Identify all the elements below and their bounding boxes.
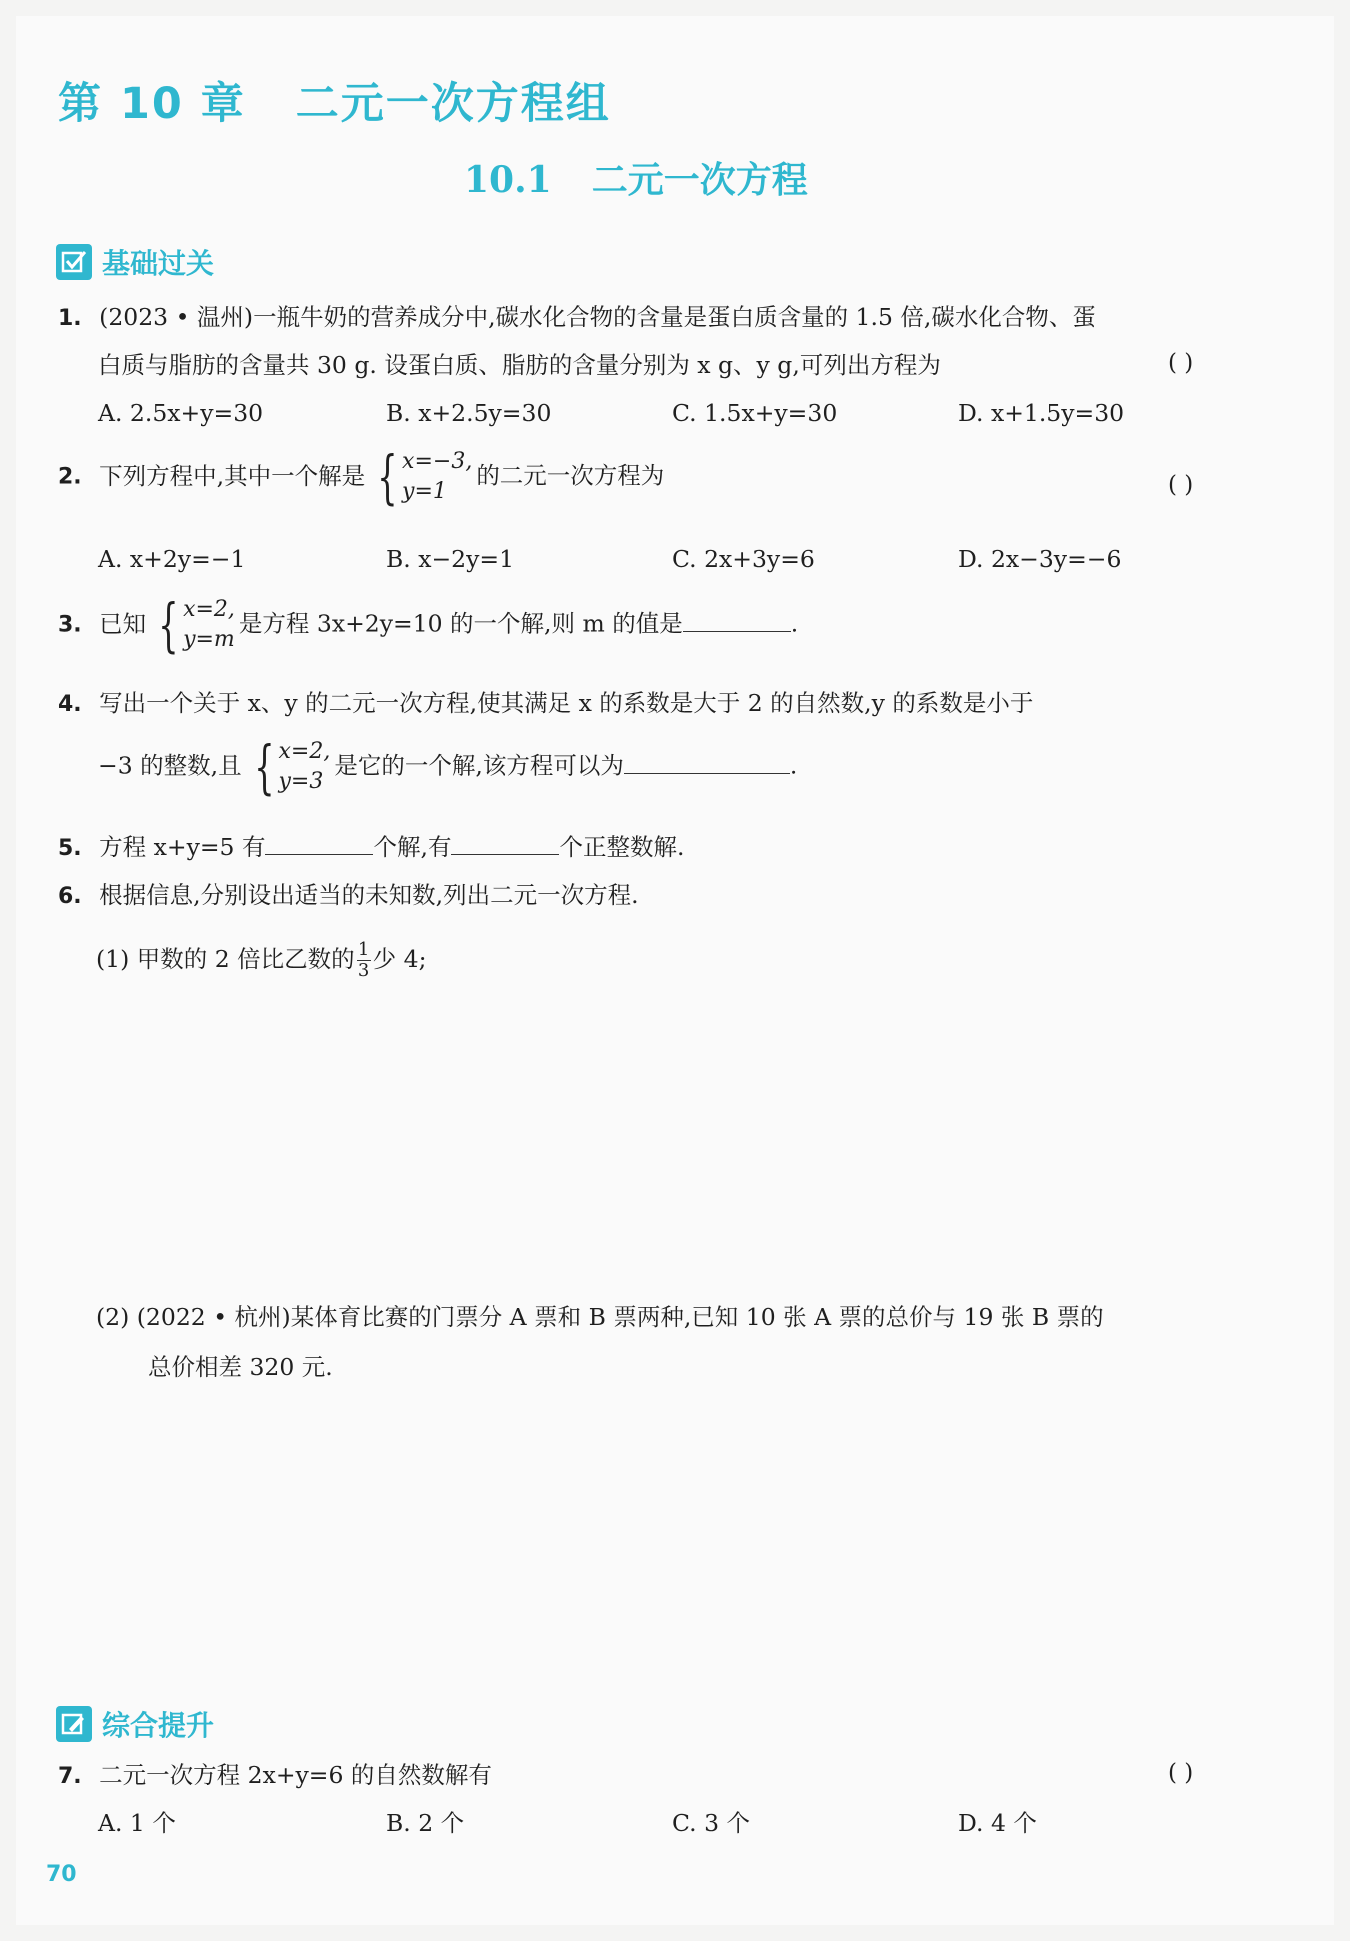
question-number: 1. xyxy=(58,306,82,331)
part-advanced-header xyxy=(56,1704,214,1744)
answer-paren: ( ) xyxy=(1168,350,1194,376)
answer-blank xyxy=(265,832,373,855)
equation-system: { x=−3, y=1 xyxy=(377,443,473,511)
chapter-heading xyxy=(58,70,611,131)
question-3: 3. 已知 { x=2, y=m 是方程 3x+2y=10 的一个解,则 m 的值是 . xyxy=(58,591,799,659)
question-text: 二元一次方程 2x+y=6 的自然数解有 xyxy=(99,1761,492,1789)
question-text: 下列方程中,其中一个解是 xyxy=(99,461,366,490)
question-1-line-1 xyxy=(58,302,1096,334)
equation-system: { x=2, y=3 xyxy=(253,733,331,801)
question-number: 4. xyxy=(58,692,82,717)
option-b: B. 2 个 xyxy=(386,1809,465,1837)
section-number: 10.1 xyxy=(464,159,552,201)
answer-blank xyxy=(624,751,790,774)
fraction: $\frac{1}{3}$ xyxy=(357,939,370,981)
equation-system: { x=2, y=m xyxy=(158,591,235,659)
question-text: 是它的一个解,该方程可以为 xyxy=(334,751,624,780)
option-b: B. x+2.5y=30 xyxy=(386,399,552,427)
chapter-label: 第 10 章 xyxy=(58,79,246,129)
option-c: C. 2x+3y=6 xyxy=(672,545,815,573)
option-a: A. 2.5x+y=30 xyxy=(98,399,264,427)
question-text: 是方程 3x+2y=10 的一个解,则 m 的值是 xyxy=(238,609,683,638)
question-6-part-2-line-2: 总价相差 320 元. xyxy=(148,1353,333,1381)
part-basic-header xyxy=(56,242,214,282)
answer-blank xyxy=(451,832,559,855)
question-1-line-2: 白质与脂肪的含量共 30 g. 设蛋白质、脂肪的含量分别为 x g、y g,可列出方程为 xyxy=(98,351,941,379)
question-6 xyxy=(58,880,639,912)
option-d: D. 4 个 xyxy=(958,1809,1037,1837)
option-c: C. 1.5x+y=30 xyxy=(672,399,838,427)
option-d: D. x+1.5y=30 xyxy=(958,399,1125,427)
option-a: A. 1 个 xyxy=(98,1809,176,1837)
answer-blank xyxy=(683,609,791,632)
question-number: 5. xyxy=(58,836,82,861)
pencil-icon xyxy=(56,1706,92,1742)
question-2 xyxy=(58,443,665,511)
option-c: C. 3 个 xyxy=(672,1809,751,1837)
answer-paren: ( ) xyxy=(1168,1760,1194,1786)
question-4-line-1 xyxy=(58,688,1033,720)
question-number: 6. xyxy=(58,884,82,909)
question-text: 的二元一次方程为 xyxy=(476,461,665,490)
question-4-line-2: −3 的整数,且 { x=2, y=3 是它的一个解,该方程可以为 . xyxy=(98,733,798,801)
question-6-part-1: (1) 甲数的 2 倍比乙数的 $\frac{1}{3}$ 少 4; xyxy=(96,939,427,981)
part-advanced-label: 综合提升 xyxy=(102,1709,215,1742)
chapter-title: 二元一次方程组 xyxy=(295,79,611,129)
question-number: 7. xyxy=(58,1764,82,1789)
answer-paren: ( ) xyxy=(1168,472,1194,498)
checkbox-icon xyxy=(56,244,92,280)
option-a: A. x+2y=−1 xyxy=(98,545,246,573)
part-basic-label: 基础过关 xyxy=(102,247,215,280)
question-6-part-2-line-1: (2) (2022 • 杭州)某体育比赛的门票分 A 票和 B 票两种,已知 10 张 A 票的总价与 19 张 B 票的 xyxy=(96,1303,1104,1331)
question-text: 写出一个关于 x、y 的二元一次方程,使其满足 x 的系数是大于 2 的自然数,y 的系数是小于 xyxy=(99,689,1034,717)
page-number: 70 xyxy=(46,1862,77,1887)
section-heading xyxy=(464,152,808,203)
question-5: 5. 方程 x+y=5 有 个解,有 个正整数解. xyxy=(58,833,685,861)
question-text: −3 的整数,且 xyxy=(98,751,242,780)
question-text: 已知 xyxy=(99,609,147,638)
question-number: 2. xyxy=(58,464,82,490)
question-text: (2023 • 温州)一瓶牛奶的营养成分中,碳水化合物的含量是蛋白质含量的 1.5 倍,碳水化合物、蛋 xyxy=(99,303,1096,331)
section-title: 二元一次方程 xyxy=(591,159,808,201)
option-d: D. 2x−3y=−6 xyxy=(958,545,1122,573)
question-7 xyxy=(58,1760,492,1792)
question-text: 根据信息,分别设出适当的未知数,列出二元一次方程. xyxy=(99,881,639,909)
question-number: 3. xyxy=(58,612,82,638)
option-b: B. x−2y=1 xyxy=(386,545,515,573)
